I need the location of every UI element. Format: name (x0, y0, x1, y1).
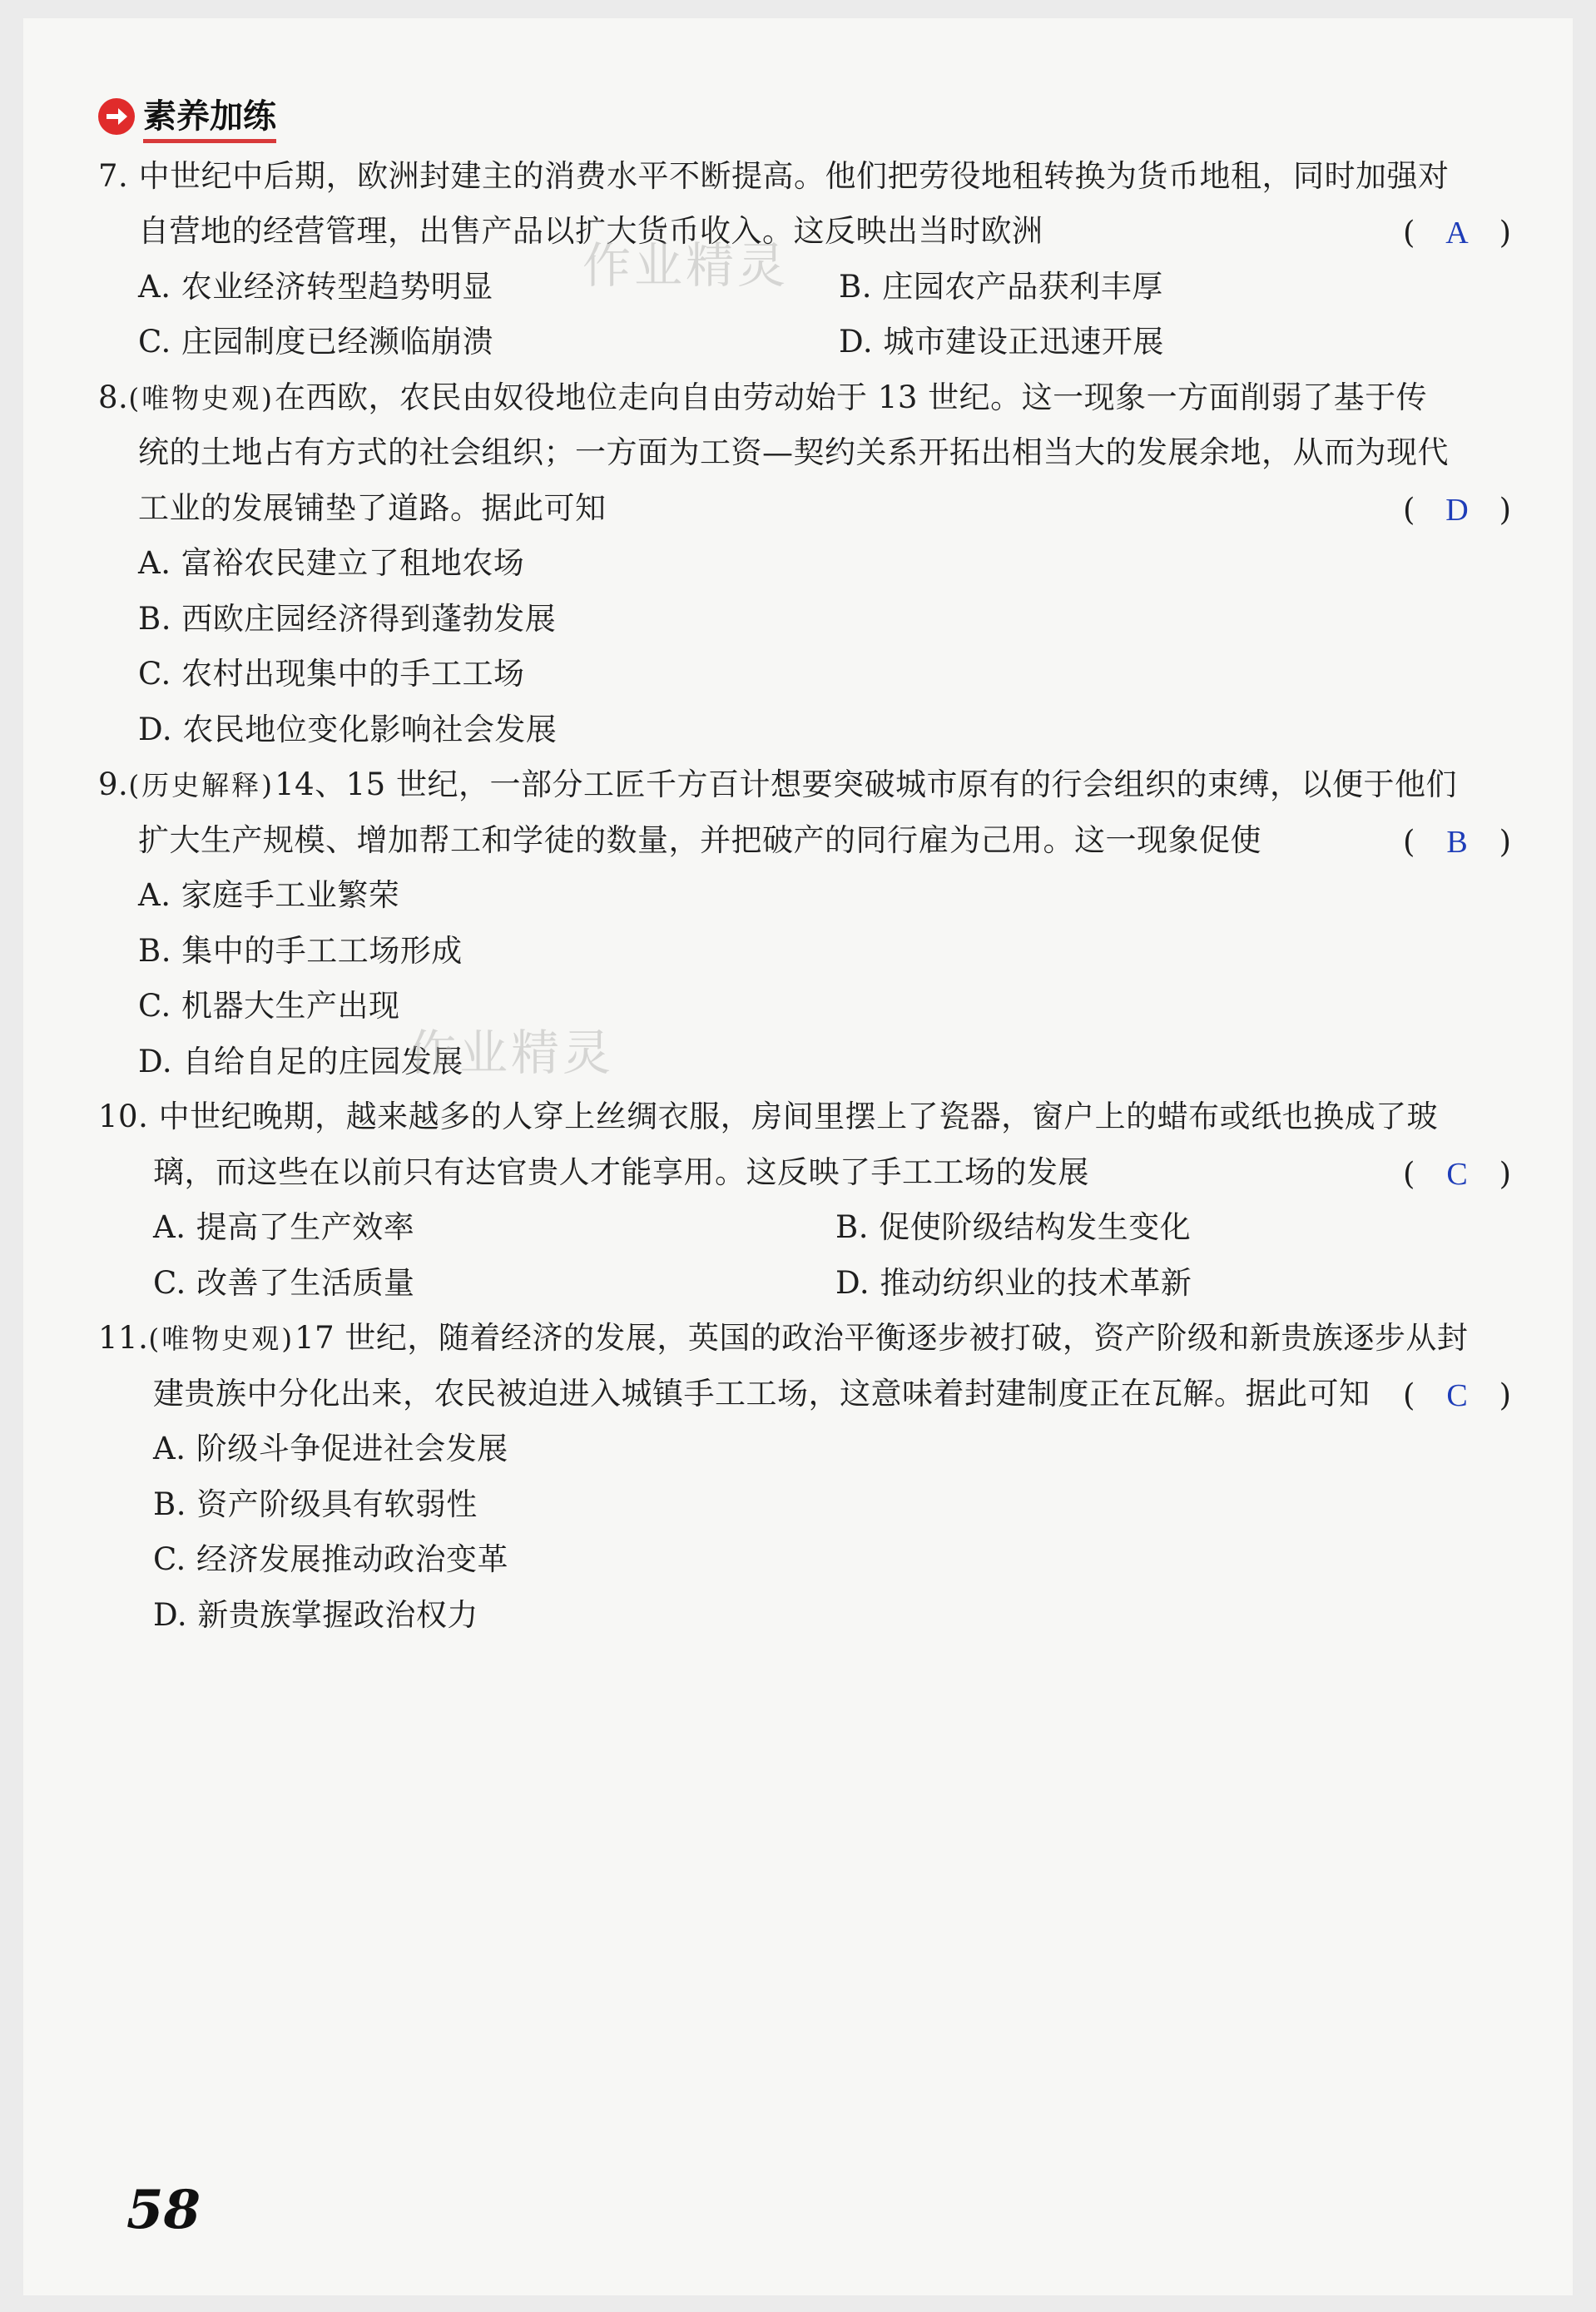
q10-line-1: 10. 中世纪晚期，越来越多的人穿上丝绸衣服，房间里摆上了瓷器，窗户上的蜡布或纸也换成了玻 (98, 1099, 1439, 1134)
q9-option-a: A. 家庭手工业繁荣 (138, 877, 400, 913)
q8-answer-bracket: ( D ) (1403, 489, 1511, 532)
q8-option-c: C. 农村出现集中的手工工场 (138, 656, 525, 692)
q8-line-2: 统的土地占有方式的社会组织；一方面为工资—契约关系开拓出相当大的发展余地，从而为现代 (138, 434, 1449, 470)
q11-option-d: D. 新贵族掌握政治权力 (153, 1597, 478, 1633)
q9-answer-bracket: ( B ) (1403, 821, 1511, 864)
q11-option-b: B. 资产阶级具有软弱性 (153, 1486, 478, 1522)
q8-line-1 (98, 376, 1427, 420)
q9-answer: B (1446, 825, 1468, 860)
q8-line-3: 工业的发展铺垫了道路。据此可知 (138, 490, 607, 526)
q11-number: 11. (98, 1320, 149, 1356)
q7-option-a: A. 农业经济转型趋势明显 (138, 269, 493, 305)
q7-answer: A (1445, 216, 1469, 251)
q8-text: 在西欧，农民由奴役地位走向自由劳动始于 13 世纪。这一现象一方面削弱了基于传 (275, 380, 1428, 415)
q7-answer-bracket: ( A ) (1403, 211, 1511, 255)
q8-option-b: B. 西欧庄园经济得到蓬勃发展 (138, 601, 557, 637)
q7-option-c: C. 庄园制度已经濒临崩溃 (138, 324, 494, 360)
q8-number: 8. (98, 380, 129, 415)
watermark: 作业精灵 (582, 237, 790, 294)
q11-line-2: 建贵族中分化出来，农民被迫进入城镇手工工场，这意味着封建制度正在瓦解。据此可知 (153, 1376, 1370, 1412)
q10-option-d: D. 推动纺织业的技术革新 (835, 1265, 1192, 1301)
watermark: 作业精灵 (408, 1025, 615, 1081)
q11-option-a: A. 阶级斗争促进社会发展 (153, 1431, 508, 1466)
q10-option-c: C. 改善了生活质量 (153, 1265, 415, 1301)
q9-text: 14、15 世纪，一部分工匠千方百计想要突破城市原有的行会组织的束缚，以便于他们 (275, 767, 1457, 802)
q8-tag: (唯物史观) (128, 382, 275, 414)
q9-option-d: D. 自给自足的庄园发展 (138, 1044, 463, 1079)
q7-line-1: 7. 中世纪中后期，欧洲封建主的消费水平不断提高。他们把劳役地租转换为货币地租，同时加强对 (98, 158, 1450, 194)
q11-answer: C (1446, 1378, 1468, 1413)
q10-option-b: B. 促使阶级结构发生变化 (835, 1209, 1192, 1245)
q11-text: 17 世纪，随着经济的发展，英国的政治平衡逐步被打破，资产阶级和新贵族逐步从封 (295, 1320, 1469, 1356)
section-header (98, 92, 276, 141)
q10-answer: C (1446, 1157, 1468, 1192)
q7-line-2: 自营地的经营管理，出售产品以扩大货币收入。这反映出当时欧洲 (138, 213, 1043, 249)
q9-line-1 (98, 763, 1457, 807)
q9-option-c: C. 机器大生产出现 (138, 988, 400, 1024)
q11-option-c: C. 经济发展推动政治变革 (153, 1541, 509, 1577)
q11-tag: (唯物史观) (148, 1322, 295, 1355)
q10-line-2: 璃，而这些在以前只有达官贵人才能享用。这反映了手工工场的发展 (153, 1154, 1089, 1190)
q10-option-a: A. 提高了生产效率 (153, 1209, 415, 1245)
q11-answer-bracket: ( C ) (1403, 1374, 1511, 1417)
q8-answer: D (1445, 493, 1469, 528)
q11-line-1 (98, 1317, 1468, 1361)
q8-option-a: A. 富裕农民建立了租地农场 (138, 545, 525, 581)
q9-tag: (历史解释) (128, 769, 275, 801)
q9-number: 9. (98, 767, 129, 802)
q7-option-d: D. 城市建设正迅速开展 (839, 324, 1164, 360)
q7-option-b: B. 庄园农产品获利丰厚 (839, 269, 1163, 305)
q9-option-b: B. 集中的手工工场形成 (138, 933, 463, 969)
page-number: 58 (126, 2179, 201, 2241)
q9-line-2: 扩大生产规模、增加帮工和学徒的数量，并把破产的同行雇为己用。这一现象促使 (138, 822, 1261, 858)
arrow-right-icon (98, 98, 135, 135)
q8-option-d: D. 农民地位变化影响社会发展 (138, 712, 558, 747)
q10-answer-bracket: ( C ) (1403, 1153, 1511, 1196)
section-title: 素养加练 (143, 90, 276, 143)
